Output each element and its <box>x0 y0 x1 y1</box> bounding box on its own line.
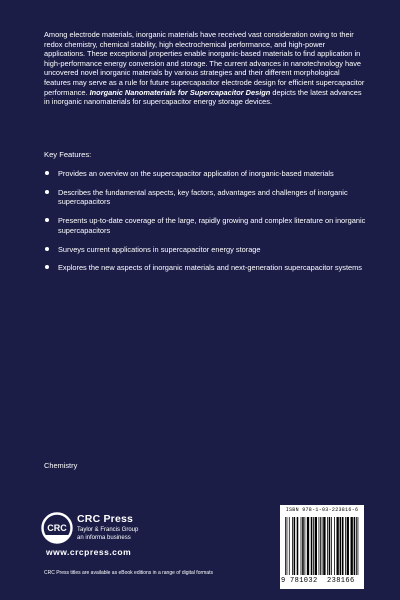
barcode-bars <box>285 517 359 579</box>
barcode-bar <box>322 517 323 575</box>
barcode-bar <box>311 517 313 575</box>
barcode-bar <box>301 517 302 575</box>
barcode-bar <box>302 517 304 575</box>
key-features-list <box>44 169 374 282</box>
barcode-bar <box>320 517 321 575</box>
bullet-icon <box>45 171 49 175</box>
book-description <box>44 30 366 107</box>
logo-text: CRC <box>47 523 67 533</box>
barcode-bar <box>323 517 325 575</box>
publisher-block <box>40 511 200 561</box>
barcode-bar <box>358 517 359 575</box>
bullet-icon <box>45 247 49 251</box>
barcode-bar <box>292 517 293 575</box>
feature-text: Surveys current applications in supercapacitor energy storage <box>58 244 261 254</box>
barcode-bar <box>336 517 338 575</box>
barcode-left-digits: 781032 <box>290 577 318 585</box>
barcode-bar <box>327 517 328 575</box>
description-text: Among electrode materials, inorganic materials have received vast consideration owing to their redox chemistry, chemical stability, high electrochemical performance, and high-power applications. These exceptional properties enable inorganic-based materials to find application in high-performance energy conversion and storage. The current advances in nanotechnology have uncovered novel inorganic materials by various strategies and their different morphological features may serve as a rule for future supercapacitor electrode design for efficient supercapacitor performance. <box>44 30 365 97</box>
barcode-bar <box>329 517 331 575</box>
barcode-bar <box>354 517 356 575</box>
feature-item <box>44 216 374 235</box>
book-title: Inorganic Nanomaterials for Supercapacitor Design <box>89 87 271 97</box>
feature-item <box>44 245 374 255</box>
bullet-icon <box>45 265 49 269</box>
publisher-name: CRC Press <box>77 513 134 525</box>
barcode-bar <box>307 517 309 575</box>
barcode-bar <box>315 517 317 575</box>
barcode-bar <box>347 517 349 575</box>
barcode-bar <box>285 517 286 575</box>
barcode-bar <box>287 517 288 575</box>
barcode-bar <box>351 517 353 575</box>
description-text-end: depicts the latest advances in inorganic nanomaterials for supercapacitor energy storage devices. <box>44 87 362 107</box>
isbn-barcode <box>280 505 364 589</box>
barcode-right-digits: 238166 <box>327 577 355 585</box>
barcode-bar <box>289 517 290 575</box>
barcode-bar <box>319 517 320 575</box>
publisher-group: Taylor & Francis Group <box>77 527 139 533</box>
key-features-heading: Key Features: <box>44 150 92 159</box>
feature-item <box>44 263 374 273</box>
feature-text: Describes the fundamental aspects, key factors, advantages and challenges of inorganic supercapacitors <box>58 187 348 207</box>
subject-category: Chemistry <box>44 461 78 470</box>
feature-item <box>44 169 374 179</box>
feature-text: Presents up-to-date coverage of the large, rapidly growing and complex literature on inorganic supercapacitors <box>58 216 366 235</box>
feature-text: Explores the new aspects of inorganic materials and next-generation supercapacitor systems <box>58 263 362 273</box>
feature-item <box>44 188 374 207</box>
bullet-icon <box>45 218 49 222</box>
barcode-bar <box>331 517 332 575</box>
barcode-digits <box>280 577 364 587</box>
feature-text: Provides an overview on the supercapacitor application of inorganic-based materials <box>58 169 334 178</box>
bullet-icon <box>45 190 49 194</box>
crc-logo-icon <box>40 511 74 545</box>
barcode-bar <box>294 517 296 575</box>
publisher-url: www.crcpress.com <box>46 547 132 557</box>
barcode-bar <box>297 517 299 575</box>
barcode-bar <box>305 517 306 575</box>
barcode-bar <box>340 517 342 575</box>
barcode-bar <box>345 517 346 575</box>
barcode-bar <box>356 517 357 575</box>
isbn-number: ISBN 978-1-03-223816-6 <box>285 507 359 513</box>
barcode-bar <box>334 517 335 575</box>
publisher-business: an informa business <box>77 535 131 541</box>
ebook-note: CRC Press titles are available as eBook editions in a range of digital formats <box>44 570 213 576</box>
barcode-bar <box>342 517 344 575</box>
barcode-lead-digit: 9 <box>281 577 286 585</box>
barcode-bar <box>313 517 314 575</box>
